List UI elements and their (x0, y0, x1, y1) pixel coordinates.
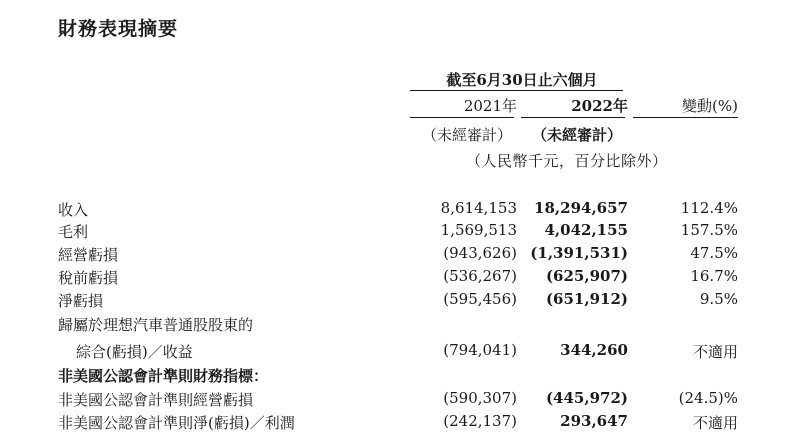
period-underline (410, 90, 623, 91)
row-change: 157.5% (680, 221, 738, 239)
row-value-2022: (445,972) (545, 389, 628, 407)
row-change: (24.5)% (678, 389, 738, 407)
row-value-2021: (943,626) (443, 244, 517, 262)
row-label: 非美國公認會計準則淨(虧損)／利潤 (58, 414, 295, 432)
row-value-2021: (536,267) (443, 267, 517, 285)
page-title: 財務表現摘要 (58, 18, 179, 40)
period-header: 截至6月30日止六個月 (446, 71, 598, 89)
row-label: 經營虧損 (58, 246, 119, 264)
row-label: 歸屬於理想汽車普通股股東的 (58, 316, 254, 334)
row-change: 9.5% (699, 290, 738, 308)
row-value-2021: 1,569,513 (440, 221, 517, 239)
row-value-2022: 344,260 (560, 341, 628, 359)
row-value-2021: (590,307) (443, 389, 517, 407)
row-value-2021: 8,614,153 (440, 199, 517, 217)
column-note-2022: （未經審計） (531, 126, 622, 144)
column-note-2021: （未經審計） (421, 126, 512, 144)
row-value-2022: 18,294,657 (534, 199, 628, 217)
column-header-change: 變動(%) (682, 97, 738, 115)
row-label: 綜合(虧損)／收益 (76, 343, 193, 361)
row-change: 不適用 (692, 414, 738, 432)
row-change: 不適用 (692, 343, 738, 361)
row-value-2022: (625,907) (545, 267, 628, 285)
row-change: 112.4% (680, 199, 738, 217)
row-value-2022: 4,042,155 (544, 221, 628, 239)
row-change: 47.5% (690, 244, 738, 262)
column-header-2022: 2022年 (571, 97, 628, 115)
row-value-2021: (595,456) (443, 290, 517, 308)
header-underline-change (633, 117, 738, 118)
row-value-2022: (651,912) (545, 290, 628, 308)
section-heading: 非美國公認會計準則財務指標： (58, 367, 269, 385)
row-label: 稅前虧損 (58, 269, 119, 287)
column-header-2021: 2021年 (463, 97, 517, 115)
row-value-2021: (794,041) (443, 341, 517, 359)
header-underline-2021 (410, 117, 514, 118)
row-change: 16.7% (690, 267, 738, 285)
row-value-2022: 293,647 (560, 412, 628, 430)
row-value-2021: (242,137) (443, 412, 517, 430)
row-label: 收入 (58, 201, 89, 219)
header-underline-2022 (521, 117, 625, 118)
row-label: 毛利 (58, 223, 89, 241)
row-label: 淨虧損 (58, 292, 104, 310)
unit-note: （人民幣千元，百分比除外） (466, 152, 668, 170)
row-value-2022: (1,391,531) (530, 244, 628, 262)
row-label: 非美國公認會計準則經營虧損 (58, 391, 254, 409)
